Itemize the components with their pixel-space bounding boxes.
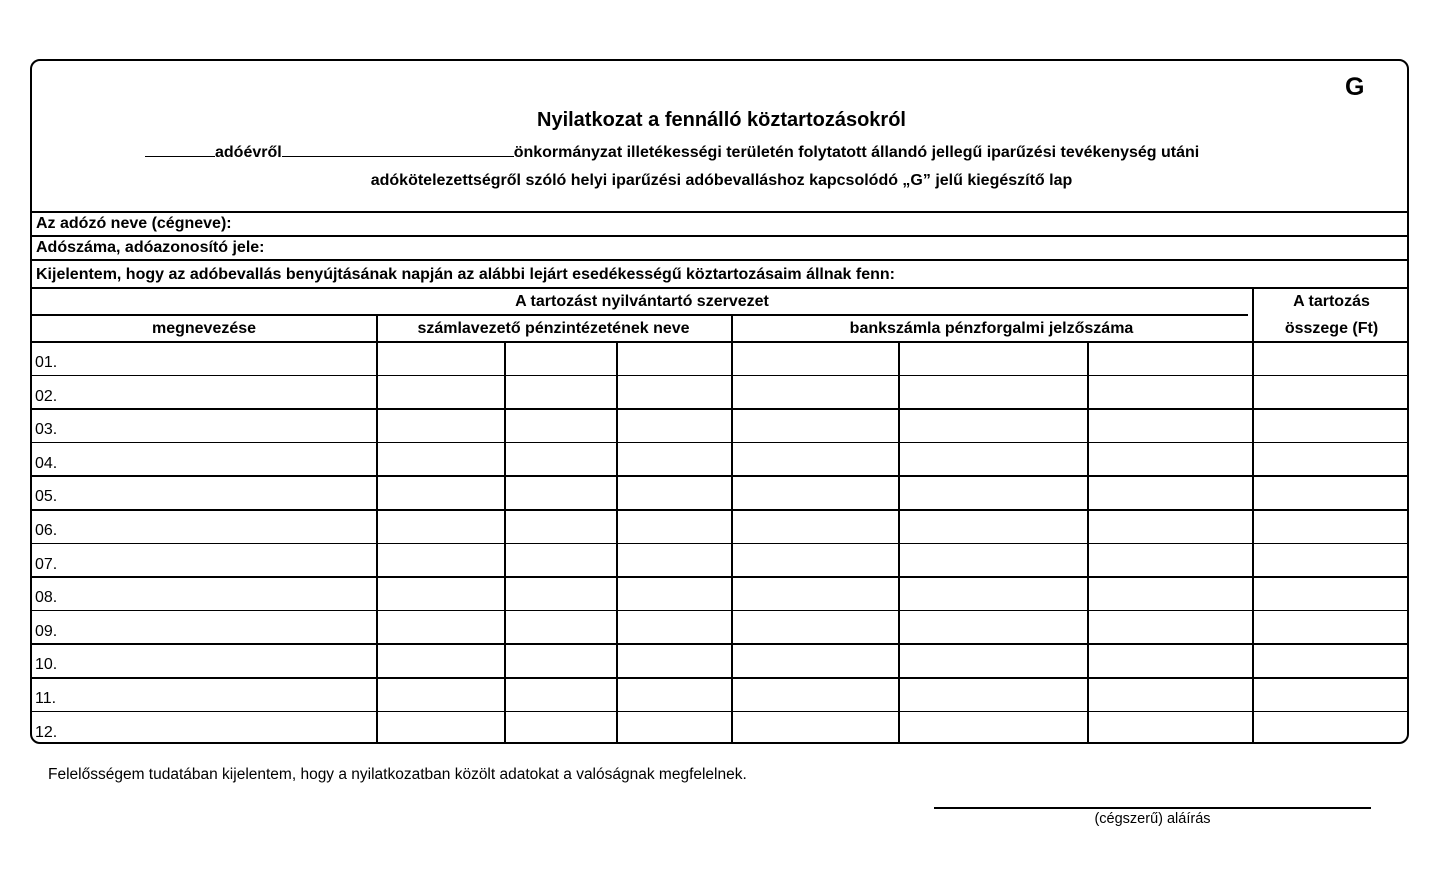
table-column-divider: [731, 341, 733, 742]
table-row-divider: [32, 643, 1407, 645]
row-number: 05.: [35, 488, 58, 506]
row-number: 09.: [35, 622, 58, 640]
row-number: 10.: [35, 656, 58, 674]
signature-label: (cégszerű) aláírás: [1094, 811, 1211, 827]
table-row-divider: [32, 375, 1407, 377]
group-header: A tartozást nyilvántartó szervezet: [515, 293, 769, 310]
row-number: 02.: [35, 387, 58, 405]
table-column-divider: [1087, 341, 1089, 742]
form-frame: [30, 59, 1409, 744]
table-row-divider: [32, 408, 1407, 410]
table-row-divider: [32, 576, 1407, 578]
divider: [32, 235, 1407, 237]
table-row-divider: [32, 509, 1407, 511]
column-divider: [376, 314, 378, 341]
municipality-blank[interactable]: [282, 142, 514, 157]
table-row-divider: [32, 677, 1407, 679]
table-column-divider: [1252, 341, 1254, 742]
divider: [32, 341, 1407, 343]
divider: [32, 287, 1407, 289]
row-number: 07.: [35, 555, 58, 573]
subtitle-part-2: önkormányzat illetékességi területén folytatott állandó jellegű iparűzési tevékenység utáni: [513, 144, 1200, 161]
divider: [32, 211, 1407, 213]
tax-number-field[interactable]: Adószáma, adóazonosító jele:: [36, 239, 265, 256]
col-header-bank: számlavezető pénzintézetének neve: [417, 320, 690, 337]
statement-label: Kijelentem, hogy az adóbevallás benyújtásának napján az alábbi lejárt esedékességű köztartozásaim állnak fenn:: [36, 266, 895, 283]
table-column-divider: [504, 341, 506, 742]
tax-year-blank[interactable]: [145, 142, 215, 157]
table-column-divider: [616, 341, 618, 742]
table-row-divider: [32, 475, 1407, 477]
form-title: Nyilatkozat a fennálló köztartozásokról: [537, 109, 906, 131]
table-row-divider: [32, 711, 1407, 713]
divider: [32, 259, 1407, 261]
row-number: 12.: [35, 723, 58, 741]
col-header-account: bankszámla pénzforgalmi jelzőszáma: [849, 320, 1134, 337]
table-row-divider: [32, 442, 1407, 444]
table-row-divider: [32, 610, 1407, 612]
column-divider: [1252, 287, 1254, 341]
declaration-text: Felelősségem tudatában kijelentem, hogy a nyilatkozatban közölt adatokat a valóságnak megfelelnek.: [48, 766, 747, 783]
signature-line[interactable]: [934, 807, 1371, 809]
amount-header-line-2: összege (Ft): [1284, 320, 1379, 337]
form-letter: G: [1345, 73, 1365, 101]
subtitle-line-1: [145, 142, 1199, 162]
row-number: 03.: [35, 421, 58, 439]
subtitle-line-2: adókötelezettségről szóló helyi iparűzési adóbevalláshoz kapcsolódó „G” jelű kiegészítő lap: [370, 172, 1073, 189]
taxpayer-name-field[interactable]: Az adózó neve (cégneve):: [36, 215, 232, 232]
table-row-divider: [32, 543, 1407, 545]
row-number: 01.: [35, 354, 58, 371]
row-number: 06.: [35, 522, 58, 539]
row-number: 11.: [35, 690, 57, 707]
table-column-divider: [898, 341, 900, 742]
row-number: 04.: [35, 454, 58, 472]
subtitle-part-1: adóévről: [215, 144, 282, 161]
column-divider: [731, 314, 733, 341]
table-column-divider: [376, 341, 378, 742]
row-number: 08.: [35, 589, 58, 607]
divider: [32, 314, 1248, 316]
col-header-name: megnevezése: [151, 320, 257, 337]
amount-header-line-1: A tartozás: [1293, 293, 1370, 310]
